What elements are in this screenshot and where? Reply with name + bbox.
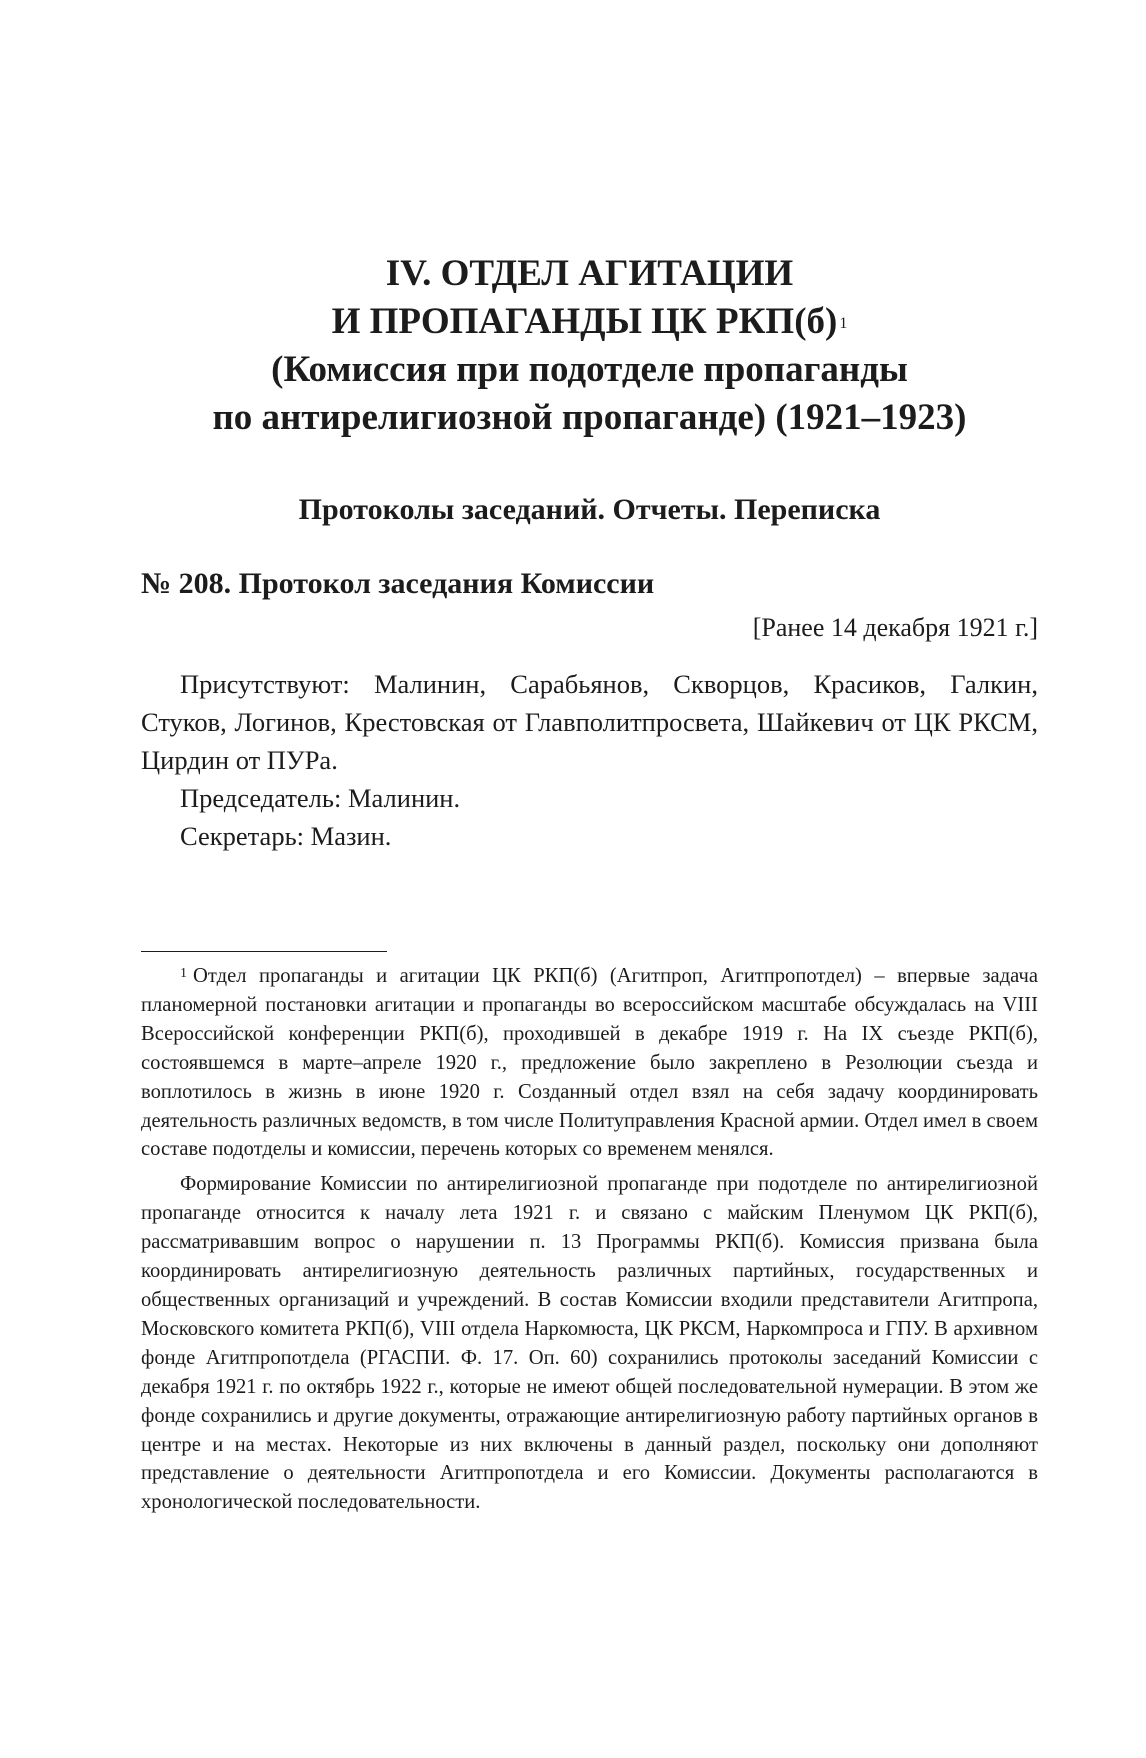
- document-page: [141, 0, 1038, 1758]
- chapter-title: [141, 250, 1038, 442]
- document-date: [Ранее 14 декабря 1921 г.]: [752, 613, 1038, 642]
- document-title: № 208. Протокол заседания Комиссии: [141, 567, 655, 600]
- footnote-paragraph-2: Формирование Комиссии по антирелигиозной пропаганде при подотделе по антирелигиозной пропаганде относится к началу лета 1921 г. и связано с майским Пленумом ЦК РКП(б), рассматривавшим вопрос о нарушении п. 13 Программы РКП(б). Комиссия призвана была координировать антирелигиозную деятельность различных партийных, государственных и общественных организаций и учреждений. В состав Комиссии входили представители Агитпропа, Московского комитета РКП(б), VIII отдела Наркомюста, ЦК РКСМ, Наркомпроса и ГПУ. В архивном фонде Агитпропотдела (РГАСПИ. Ф. 17. Оп. 60) сохранились протоколы заседаний Комиссии с декабря 1921 г. по октябрь 1922 г., которые не имеют общей последовательной нумерации. В этом же фонде сохранились и другие документы, отражающие антирелигиозную работу партийных органов в центре и на местах. Некоторые из них включены в данный раздел, поскольку они дополняют представление о деятельности Агитпропотдела и его Комиссии. Документы располагаются в хронологической последовательности.: [141, 1173, 1038, 1514]
- attendees-paragraph: Присутствуют: Малинин, Сарабьянов, Скворцов, Красиков, Галкин, Стуков, Логинов, Крестовская от Главполитпросвета, Шайкевич от ЦК РКСМ, Цирдин от ПУРа.: [141, 669, 1038, 775]
- footnote-divider: [141, 951, 387, 952]
- chapter-title-line-2: [141, 298, 1038, 346]
- chapter-title-line-3: (Комиссия при подотделе пропаганды: [271, 349, 908, 390]
- secretary-line: Секретарь: Мазин.: [180, 821, 392, 851]
- footnote-paragraph-1: [141, 962, 1038, 1164]
- section-title: Протоколы заседаний. Отчеты. Переписка: [298, 493, 881, 526]
- chapter-title-line-1: IV. ОТДЕЛ АГИТАЦИИ: [385, 253, 794, 294]
- document-body: [141, 665, 1038, 855]
- footnote-number: 1: [180, 966, 187, 981]
- chapter-title-line-2-text: И ПРОПАГАНДЫ ЦК РКП(б): [331, 301, 838, 342]
- footnote-paragraph-1-text: Отдел пропаганды и агитации ЦК РКП(б) (Агитпроп, Агитпропотдел) – впервые задача планомерной постановки агитации и пропаганды во всероссийском масштабе обсуждалась на VIII Всероссийской конференции РКП(б), проходившей в декабре 1919 г. На IX съезде РКП(б), состоявшемся в марте–апреле 1920 г., предложение было закреплено в Резолюции съезда и воплотилось в жизнь в июне 1920 г. Созданный отдел взял на себя задачу координировать деятельность различных ведомств, в том числе Политуправления Красной армии. Отдел имел в своем составе подотделы и комиссии, перечень которых со временем менялся.: [141, 965, 1038, 1161]
- footnote-reference[interactable]: 1: [839, 315, 848, 332]
- chairman-line: Председатель: Малинин.: [180, 783, 461, 813]
- chapter-title-line-4: по антирелигиозной пропаганде) (1921–1923): [212, 397, 967, 438]
- footnote-block: [141, 962, 1038, 1517]
